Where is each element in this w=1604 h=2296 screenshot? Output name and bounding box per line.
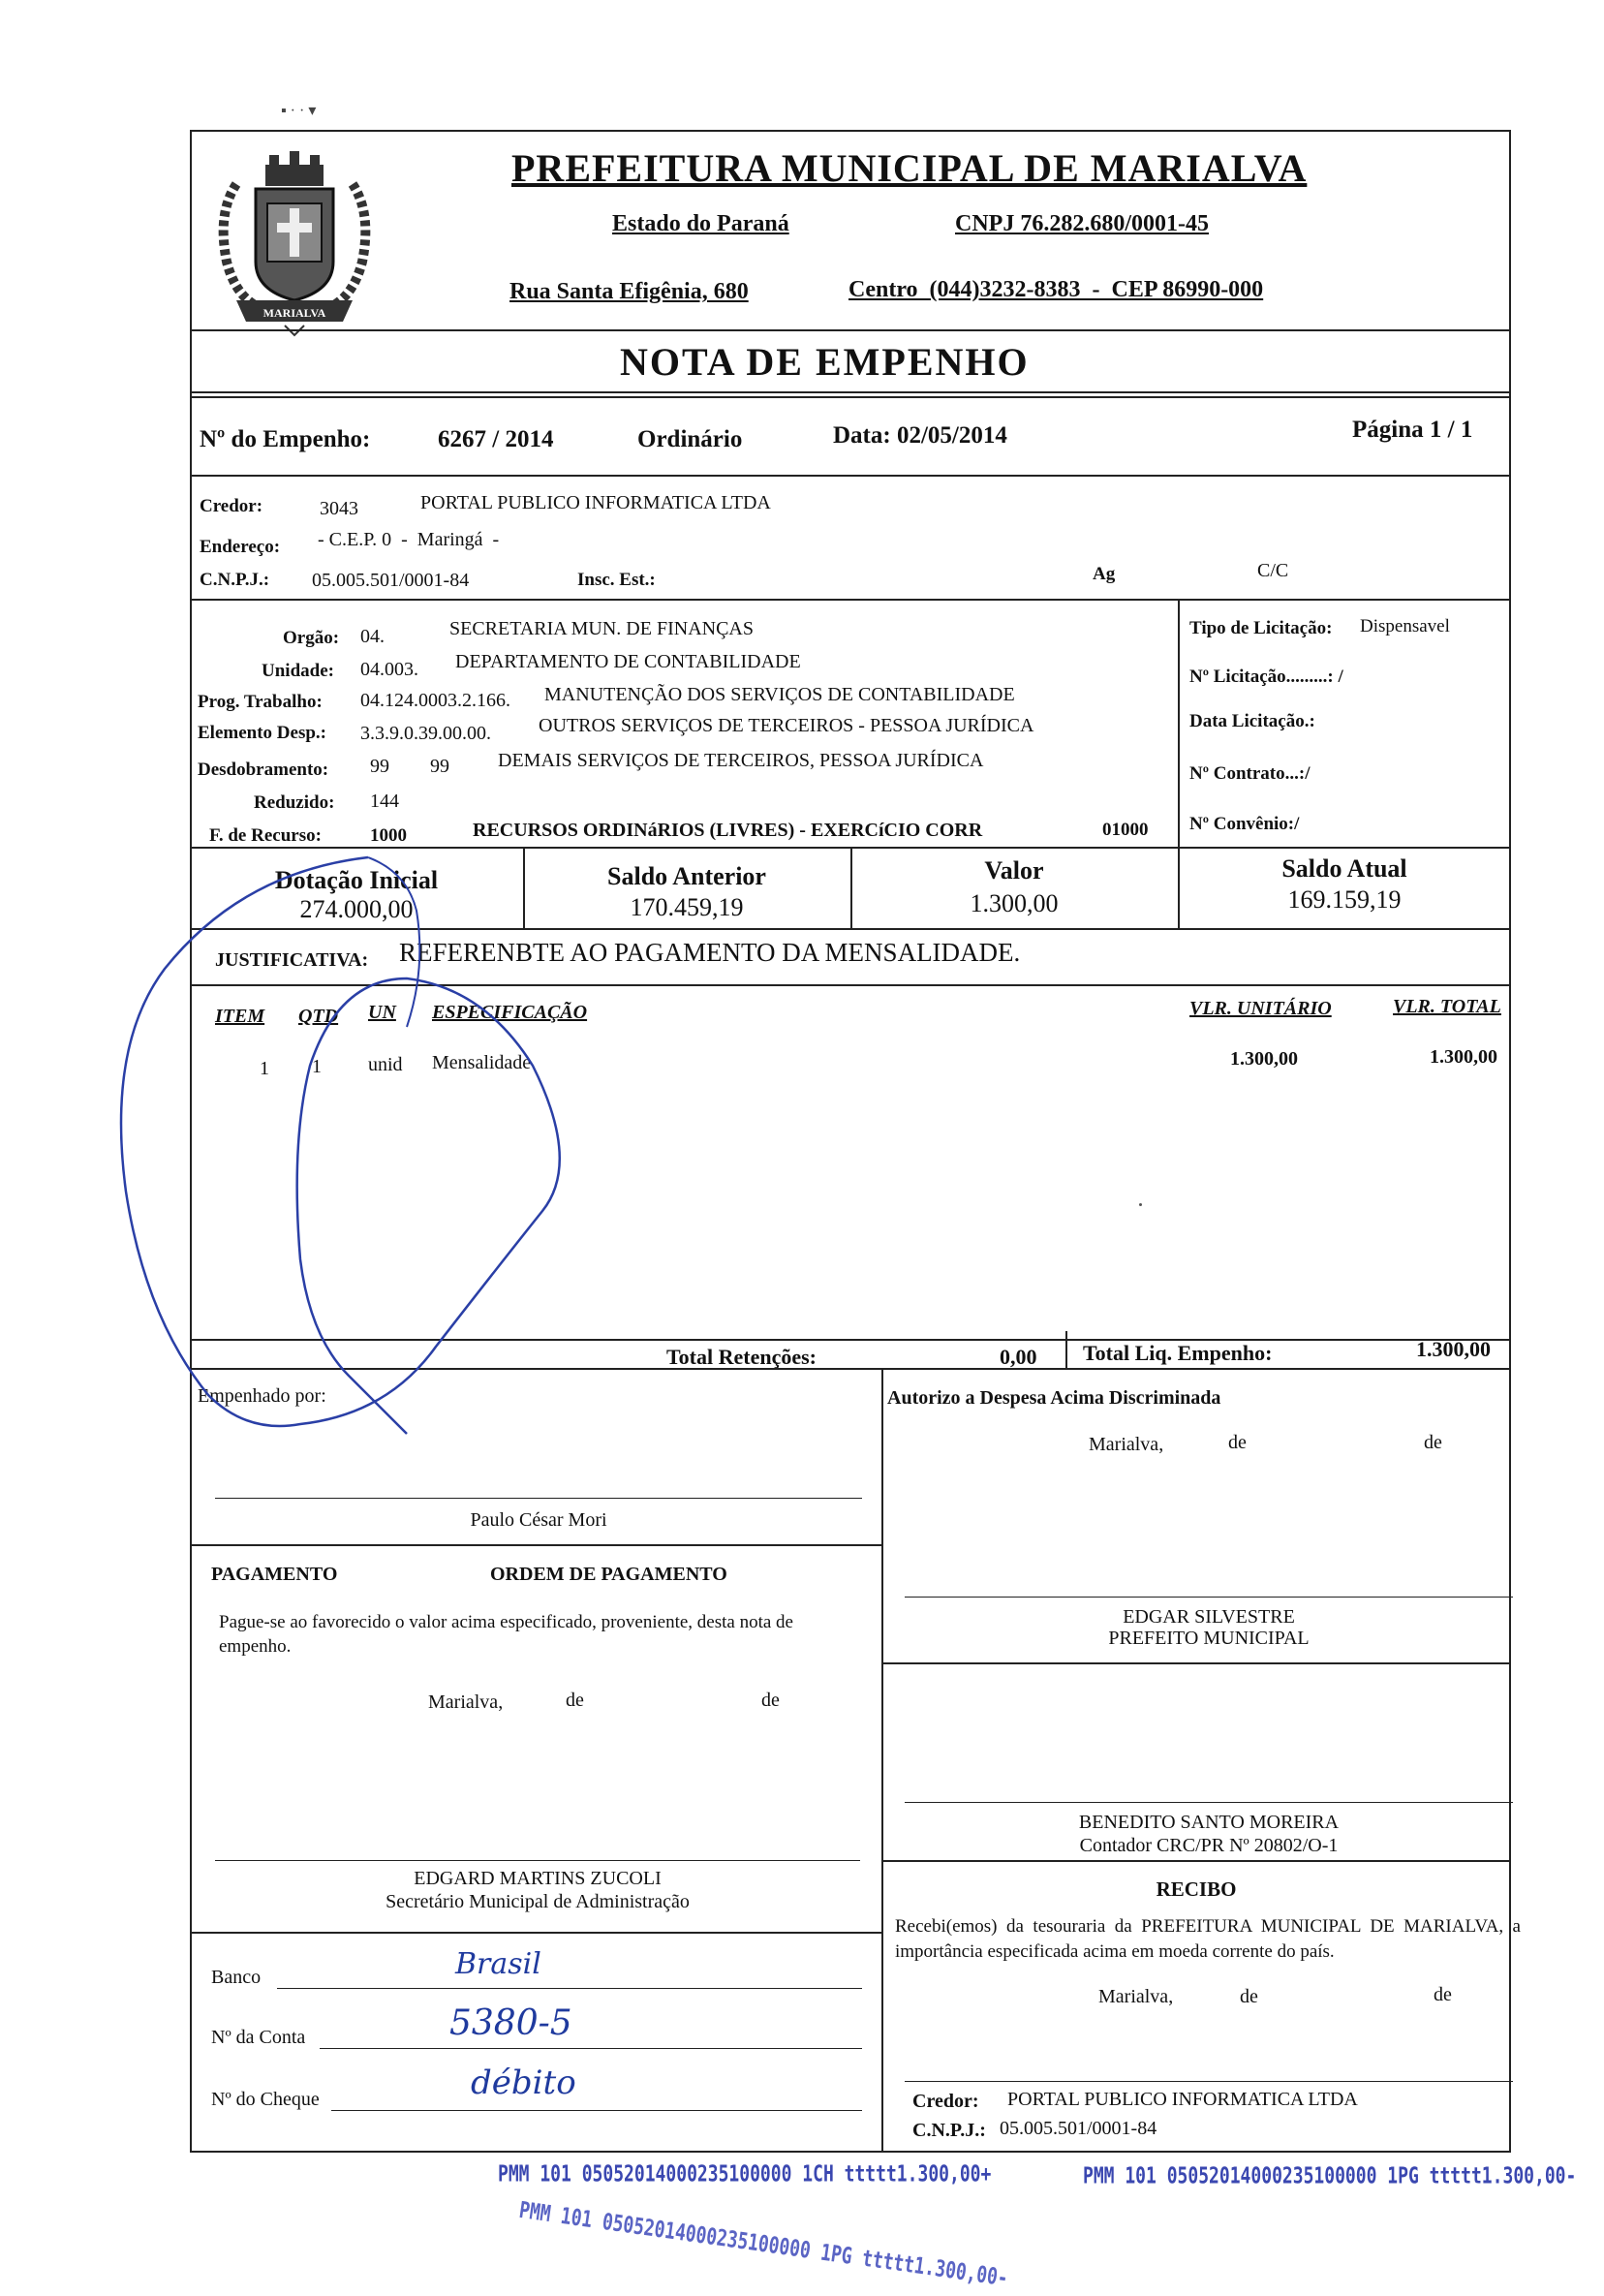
recurso-code: 1000 bbox=[370, 825, 407, 846]
autorizo-label: Autorizo a Despesa Acima Discriminada bbox=[887, 1387, 1221, 1409]
orgao-label: Orgão: bbox=[283, 628, 340, 648]
col-un: UN bbox=[368, 1002, 396, 1023]
tipo-licitacao-value: Dispensavel bbox=[1360, 616, 1450, 636]
prog-label: Prog. Trabalho: bbox=[198, 692, 323, 712]
recibo-title: RECIBO bbox=[1156, 1877, 1237, 1901]
ordem-pagamento-label: ORDEM DE PAGAMENTO bbox=[490, 1564, 727, 1585]
desdobramento-desc: DEMAIS SERVIÇOS DE TERCEIROS, PESSOA JURÍDICA bbox=[498, 750, 984, 771]
autorizo-de-2: de bbox=[1424, 1432, 1442, 1453]
conta-value: 5380-5 bbox=[449, 2003, 572, 2043]
empenho-type: Ordinário bbox=[637, 426, 743, 452]
recibo-de-1: de bbox=[1240, 1986, 1258, 2007]
empenho-number: 6267 / 2014 bbox=[438, 426, 554, 452]
unidade-desc: DEPARTAMENTO DE CONTABILIDADE bbox=[455, 651, 801, 672]
pagamento-de-1: de bbox=[566, 1690, 584, 1711]
prog-code: 04.124.0003.2.166. bbox=[360, 690, 510, 711]
saldo-atual-value: 169.159,19 bbox=[1287, 885, 1402, 914]
row-item: 1 bbox=[260, 1058, 269, 1079]
row-unitario: 1.300,00 bbox=[1230, 1048, 1298, 1070]
autorizo-de-1: de bbox=[1228, 1432, 1247, 1453]
header-cnpj: CNPJ 76.282.680/0001-45 bbox=[955, 211, 1209, 236]
unidade-label: Unidade: bbox=[262, 661, 334, 681]
cnpj-label: C.N.P.J.: bbox=[200, 570, 270, 590]
banco-value: Brasil bbox=[455, 1947, 541, 1981]
orgao-desc: SECRETARIA MUN. DE FINANÇAS bbox=[449, 618, 754, 639]
contador-nome: BENEDITO SANTO MOREIRA bbox=[1078, 1812, 1340, 1833]
justificativa-label: JUSTIFICATIVA: bbox=[215, 949, 369, 971]
tipo-licitacao-label: Tipo de Licitação: bbox=[1189, 618, 1333, 638]
scan-marks: ▪ · · ▾ bbox=[281, 103, 317, 119]
total-retencoes-value: 0,00 bbox=[1000, 1345, 1037, 1369]
recurso-desc: RECURSOS ORDINáRIOS (LIVRES) - EXERCíCIO CORR bbox=[473, 820, 983, 841]
recibo-cnpj-label: C.N.P.J.: bbox=[912, 2120, 986, 2141]
data-licitacao: Data Licitação.: bbox=[1189, 711, 1315, 731]
credor-code: 3043 bbox=[320, 498, 358, 519]
col-total: VLR. TOTAL bbox=[1393, 996, 1501, 1017]
col-item: ITEM bbox=[215, 1006, 265, 1027]
endereco-value: - C.E.P. 0 - Maringá - bbox=[318, 529, 500, 550]
desdobramento-b: 99 bbox=[430, 756, 449, 777]
pagamento-de-2: de bbox=[761, 1690, 780, 1711]
dotacao-label: Dotação Inicial bbox=[274, 866, 439, 894]
insc-label: Insc. Est.: bbox=[577, 570, 656, 590]
header-title: PREFEITURA MUNICIPAL DE MARIALVA bbox=[511, 146, 1308, 190]
endereco-label: Endereço: bbox=[200, 537, 281, 557]
empenho-number-label: Nº do Empenho: bbox=[200, 426, 371, 452]
total-liquido-label: Total Liq. Empenho: bbox=[1083, 1341, 1273, 1365]
elemento-label: Elemento Desp.: bbox=[198, 723, 326, 743]
secretario-nome: EDGARD MARTINS ZUCOLI bbox=[414, 1868, 662, 1889]
numero-contrato: Nº Contrato...:/ bbox=[1189, 763, 1311, 784]
col-qtd: QTD bbox=[298, 1006, 339, 1027]
credor-name: PORTAL PUBLICO INFORMATICA LTDA bbox=[420, 492, 771, 513]
recibo-texto: Recebi(emos) da tesouraria da PREFEITURA MUNICIPAL DE MARIALVA, a importância especificada acima em moeda corrente do país. bbox=[895, 1916, 1521, 1962]
prefeito-nome: EDGAR SILVESTRE bbox=[1123, 1606, 1295, 1628]
unidade-code: 04.003. bbox=[360, 659, 418, 680]
reduzido-value: 144 bbox=[370, 791, 399, 812]
secretario-cargo: Secretário Municipal de Administração bbox=[386, 1891, 690, 1912]
col-unitario: VLR. UNITÁRIO bbox=[1189, 998, 1332, 1019]
valor-label: Valor bbox=[984, 856, 1044, 884]
recurso-number: 01000 bbox=[1102, 820, 1149, 840]
col-especificacao: ESPECIFICAÇÃO bbox=[432, 1002, 588, 1023]
prog-desc: MANUTENÇÃO DOS SERVIÇOS DE CONTABILIDADE bbox=[544, 684, 1015, 705]
coat-of-arms-label: MARIALVA bbox=[262, 306, 326, 320]
recurso-label: F. de Recurso: bbox=[209, 825, 322, 846]
bank-stamp-1: PMM 101 05052014000235100000 1CH ttttt1.300,00+ bbox=[498, 2160, 992, 2188]
cheque-value: débito bbox=[471, 2063, 576, 2102]
recibo-cnpj: 05.005.501/0001-84 bbox=[1000, 2118, 1157, 2139]
header-address: Centro (044)3232-8383 - CEP 86990-000 bbox=[848, 277, 1264, 302]
pagamento-label: PAGAMENTO bbox=[211, 1564, 338, 1585]
numero-licitacao: Nº Licitação.........: / bbox=[1189, 667, 1343, 687]
saldo-anterior-value: 170.459,19 bbox=[630, 893, 744, 921]
bank-stamp-2: PMM 101 05052014000235100000 1PG ttttt1.300,00- bbox=[1083, 2162, 1577, 2190]
pagamento-marialva: Marialva, bbox=[428, 1691, 504, 1713]
recibo-marialva: Marialva, bbox=[1098, 1986, 1174, 2007]
empenhado-nome: Paulo César Mori bbox=[470, 1509, 607, 1531]
cc-label: C/C bbox=[1257, 560, 1289, 581]
total-retencoes-label: Total Retenções: bbox=[666, 1345, 817, 1369]
desdobramento-a: 99 bbox=[370, 756, 389, 777]
empenho-date: Data: 02/05/2014 bbox=[833, 422, 1007, 449]
empenho-page: Página 1 / 1 bbox=[1352, 417, 1473, 443]
header-state: Estado do Paraná bbox=[612, 211, 789, 236]
recibo-de-2: de bbox=[1434, 1984, 1452, 2005]
elemento-desc: OUTROS SERVIÇOS DE TERCEIROS - PESSOA JURÍDICA bbox=[539, 715, 1034, 736]
row-especificacao: Mensalidade bbox=[432, 1052, 532, 1073]
empenhado-por-label: Empenhado por: bbox=[198, 1385, 326, 1407]
elemento-code: 3.3.9.0.39.00.00. bbox=[360, 723, 491, 744]
numero-convenio: Nº Convênio:/ bbox=[1189, 814, 1300, 834]
recibo-credor-label: Credor: bbox=[912, 2091, 979, 2112]
recibo-credor: PORTAL PUBLICO INFORMATICA LTDA bbox=[1007, 2089, 1358, 2110]
prefeito-cargo: PREFEITO MUNICIPAL bbox=[1108, 1628, 1310, 1649]
reduzido-label: Reduzido: bbox=[254, 792, 335, 813]
valor-value: 1.300,00 bbox=[970, 889, 1059, 917]
contador-cargo: Contador CRC/PR Nº 20802/O-1 bbox=[1079, 1835, 1339, 1856]
cnpj-value: 05.005.501/0001-84 bbox=[312, 570, 470, 591]
row-qtd: 1 bbox=[312, 1056, 322, 1077]
total-liquido-value: 1.300,00 bbox=[1416, 1337, 1491, 1361]
saldo-atual-label: Saldo Atual bbox=[1281, 854, 1407, 883]
header-street: Rua Santa Efigênia, 680 bbox=[509, 279, 749, 304]
banco-label: Banco bbox=[211, 1967, 262, 1988]
saldo-anterior-label: Saldo Anterior bbox=[607, 862, 766, 890]
cheque-label: Nº do Cheque bbox=[211, 2089, 320, 2110]
justificativa-text: REFERENBTE AO PAGAMENTO DA MENSALIDADE. bbox=[399, 938, 1021, 967]
orgao-code: 04. bbox=[360, 626, 385, 647]
autorizo-marialva: Marialva, bbox=[1089, 1434, 1164, 1455]
pagamento-texto: Pague-se ao favorecido o valor acima especificado, proveniente, desta nota de empenho. bbox=[219, 1612, 793, 1657]
row-un: unid bbox=[368, 1054, 403, 1075]
doc-title: NOTA DE EMPENHO bbox=[620, 340, 1030, 384]
credor-label: Credor: bbox=[200, 496, 263, 516]
bank-stamp-3: PMM 101 05052014000235100000 1PG ttttt1.300,00- bbox=[517, 2197, 1010, 2292]
desdobramento-label: Desdobramento: bbox=[198, 760, 329, 780]
dotacao-value: 274.000,00 bbox=[299, 895, 414, 923]
ag-label: Ag bbox=[1093, 564, 1116, 584]
conta-label: Nº da Conta bbox=[211, 2027, 306, 2048]
row-total: 1.300,00 bbox=[1430, 1046, 1497, 1068]
